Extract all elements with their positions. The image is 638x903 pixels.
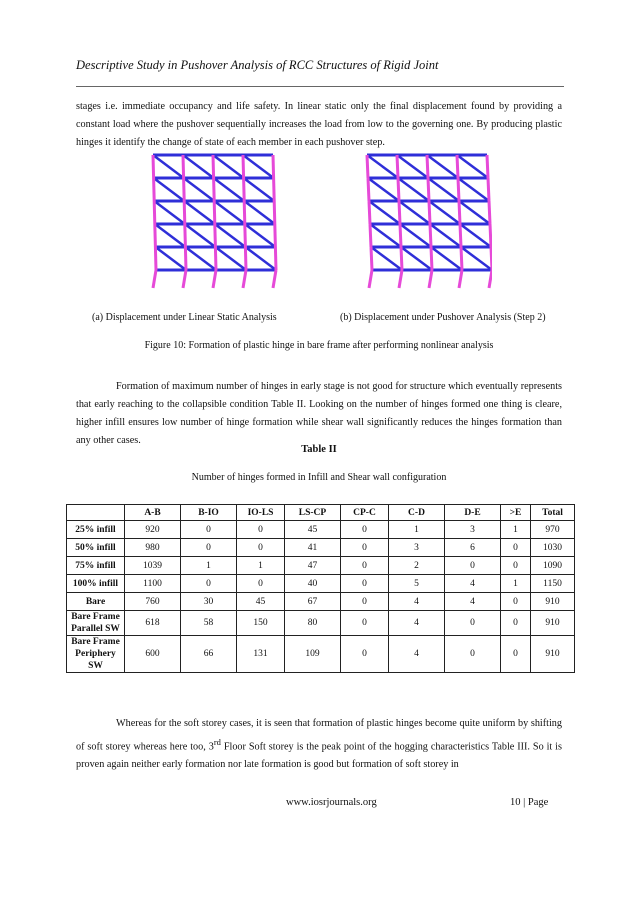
table-cell: 600: [125, 636, 181, 673]
table-cell: 4: [389, 611, 445, 636]
hinge-table: [66, 504, 575, 673]
table-cell: 910: [531, 593, 575, 611]
frame-figure-b: [362, 150, 492, 300]
para3-text-before: Whereas for the soft storey cases, it is seen that formation of plastic hinges become quite uniform by shifting of soft storey whereas here too, 3: [76, 718, 562, 753]
frame-column: [427, 155, 428, 178]
table-header-cell: C-D: [389, 505, 445, 521]
frame-brace: [400, 224, 431, 247]
table-cell: 980: [125, 539, 181, 557]
frame-column: [491, 247, 492, 270]
table-cell: 0: [341, 611, 389, 636]
frame-column-base: [213, 270, 216, 288]
table-header-blank: [67, 505, 125, 521]
table-cell: 0: [501, 636, 531, 673]
frame-column: [245, 247, 246, 270]
frame-column: [400, 224, 401, 247]
figure-caption: Figure 10: Formation of plastic hinge in bare frame after performing nonlinear analysis: [144, 340, 494, 351]
table-cell: 970: [531, 521, 575, 539]
table-cell: 910: [531, 636, 575, 673]
table-row: [67, 575, 575, 593]
frame-brace: [398, 178, 429, 201]
frame-brace: [214, 201, 245, 224]
frame-column: [244, 201, 245, 224]
table-cell: 150: [237, 611, 285, 636]
table-cell: 0: [341, 593, 389, 611]
table-cell: 58: [181, 611, 237, 636]
frame-column: [460, 224, 461, 247]
table-cell: 0: [501, 611, 531, 636]
table-header-cell: CP-C: [341, 505, 389, 521]
table-row: [67, 611, 575, 636]
table-header-row: [67, 505, 575, 521]
table-row: [67, 593, 575, 611]
table-row: [67, 636, 575, 673]
table-cell: 131: [237, 636, 285, 673]
table-cell: 3: [389, 539, 445, 557]
table-caption: Number of hinges formed in Infill and Shear wall configuration: [191, 472, 447, 483]
table-cell: 2: [389, 557, 445, 575]
frame-column-base: [153, 270, 156, 288]
frame-brace: [367, 155, 398, 178]
table-cell: 760: [125, 593, 181, 611]
table-cell: 0: [501, 539, 531, 557]
frame-column: [274, 201, 275, 224]
frame-figure-a: [148, 150, 278, 300]
table-cell: 0: [181, 539, 237, 557]
frame-column: [215, 247, 216, 270]
table-row: [67, 557, 575, 575]
frame-brace: [457, 155, 488, 178]
frame-brace: [245, 247, 276, 270]
frame-brace: [370, 224, 401, 247]
frame-brace: [429, 201, 460, 224]
table-cell: 0: [501, 593, 531, 611]
frame-brace: [245, 224, 276, 247]
frame-column: [154, 178, 155, 201]
table-cell: 30: [181, 593, 237, 611]
frame-column: [370, 224, 371, 247]
table-header-cell: B-IO: [181, 505, 237, 521]
frame-brace: [154, 201, 185, 224]
table-cell: 0: [445, 636, 501, 673]
frame-column: [155, 224, 156, 247]
table-row: [67, 521, 575, 539]
frame-brace: [397, 155, 428, 178]
frame-column: [431, 247, 432, 270]
frame-column: [214, 178, 215, 201]
frame-column: [461, 247, 462, 270]
table-header-cell: A-B: [125, 505, 181, 521]
frame-brace: [214, 178, 245, 201]
paragraph-3: [76, 715, 562, 774]
table-cell: 910: [531, 611, 575, 636]
row-label: 50% infill: [67, 539, 125, 557]
table-header-cell: LS-CP: [285, 505, 341, 521]
frame-column: [214, 201, 215, 224]
table-cell: 1: [389, 521, 445, 539]
frame-brace: [459, 201, 490, 224]
frame-column: [369, 201, 370, 224]
table-cell: 4: [389, 593, 445, 611]
frame-column: [367, 155, 368, 178]
footer-page: 10 | Page: [510, 797, 549, 808]
frame-brace: [154, 178, 185, 201]
table-cell: 1090: [531, 557, 575, 575]
frame-column: [243, 155, 244, 178]
row-label: Bare Frame Periphery SW: [67, 636, 125, 673]
row-label: Bare Frame Parallel SW: [67, 611, 125, 636]
table-cell: 4: [445, 593, 501, 611]
frame-column: [430, 224, 431, 247]
table-cell: 3: [445, 521, 501, 539]
table-cell: 1100: [125, 575, 181, 593]
table-cell: 45: [285, 521, 341, 539]
frame-brace: [430, 224, 461, 247]
frame-brace: [401, 247, 432, 270]
frame-column: [185, 224, 186, 247]
table-cell: 45: [237, 593, 285, 611]
frame-column: [398, 178, 399, 201]
frame-brace: [368, 178, 399, 201]
table-cell: 0: [181, 521, 237, 539]
frame-brace: [427, 155, 458, 178]
table-cell: 618: [125, 611, 181, 636]
table-cell: 0: [501, 557, 531, 575]
table-cell: 1150: [531, 575, 575, 593]
table-header-cell: IO-LS: [237, 505, 285, 521]
table-cell: 1: [181, 557, 237, 575]
table-cell: 0: [237, 521, 285, 539]
frame-brace: [399, 201, 430, 224]
frame-column: [458, 178, 459, 201]
frame-column: [488, 178, 489, 201]
table-header-cell: Total: [531, 505, 575, 521]
frame-column: [245, 224, 246, 247]
frame-column: [401, 247, 402, 270]
frame-brace: [155, 247, 186, 270]
table-cell: 5: [389, 575, 445, 593]
frame-brace: [428, 178, 459, 201]
table-cell: 6: [445, 539, 501, 557]
frame-brace: [461, 247, 492, 270]
frame-column: [184, 201, 185, 224]
frame-column: [457, 155, 458, 178]
table-cell: 0: [445, 557, 501, 575]
frame-column: [274, 178, 275, 201]
frame-column: [429, 201, 430, 224]
frame-column: [368, 178, 369, 201]
table-cell: 0: [237, 539, 285, 557]
table-cell: 67: [285, 593, 341, 611]
frame-column-base: [459, 270, 462, 288]
table-cell: 109: [285, 636, 341, 673]
frame-brace: [431, 247, 462, 270]
table-cell: 47: [285, 557, 341, 575]
table-cell: 0: [445, 611, 501, 636]
frame-column: [371, 247, 372, 270]
table-header-cell: D-E: [445, 505, 501, 521]
frame-column-base: [243, 270, 246, 288]
table-cell: 1: [501, 575, 531, 593]
frame-column: [397, 155, 398, 178]
frame-column-base: [273, 270, 276, 288]
frame-column: [155, 247, 156, 270]
frame-column: [213, 155, 214, 178]
table-cell: 4: [445, 575, 501, 593]
paragraph-1: stages i.e. immediate occupancy and life safety. In linear static only the final displacement found by providing a constant load where the pushover sequentially increases the load from low to the governing one. By producing plastic hinges it identify the change of state of each member in each pushover step.: [76, 101, 562, 148]
table-cell: 0: [341, 521, 389, 539]
row-label: 75% infill: [67, 557, 125, 575]
frame-column: [184, 178, 185, 201]
frame-column: [273, 155, 274, 178]
subcaption-a: (a) Displacement under Linear Static Analysis: [92, 312, 277, 323]
subcaption-b: (b) Displacement under Pushover Analysis (Step 2): [340, 312, 546, 323]
table-cell: 0: [341, 636, 389, 673]
frame-column-base: [183, 270, 186, 288]
frame-column: [153, 155, 154, 178]
frame-brace: [155, 224, 186, 247]
row-label: 25% infill: [67, 521, 125, 539]
paragraph-2: Formation of maximum number of hinges in early stage is not good for structure which eventually represents that early reaching to the collapsible condition Table II. Looking on the number of hinges formed one thing is cleare, higher infill ensures low number of hinge formation while shear wall significantly reduces the hinges formation than any other cases.: [76, 381, 562, 446]
frame-brace: [213, 155, 244, 178]
frame-brace: [184, 178, 215, 201]
frame-column-base: [429, 270, 432, 288]
frame-column: [487, 155, 488, 178]
frame-brace: [185, 247, 216, 270]
frame-column: [428, 178, 429, 201]
frame-column: [489, 201, 490, 224]
frame-brace: [243, 155, 274, 178]
frame-brace: [458, 178, 489, 201]
frame-column: [490, 224, 491, 247]
frame-column-base: [399, 270, 402, 288]
header-rule: [76, 86, 564, 87]
frame-column: [459, 201, 460, 224]
frame-column: [183, 155, 184, 178]
table-cell: 4: [389, 636, 445, 673]
frame-brace: [244, 178, 275, 201]
frame-brace: [244, 201, 275, 224]
para3-text-after: Floor Soft storey is the peak point of the hogging characteristics Table III. So it is proven again neither early formation nor late formation is good but formation of soft storey in: [76, 741, 562, 771]
frame-brace: [153, 155, 184, 178]
table-cell: 920: [125, 521, 181, 539]
table-cell: 1: [501, 521, 531, 539]
table-cell: 0: [341, 557, 389, 575]
row-label: 100% infill: [67, 575, 125, 593]
table-cell: 1030: [531, 539, 575, 557]
frame-column: [399, 201, 400, 224]
table-cell: 80: [285, 611, 341, 636]
row-label: Bare: [67, 593, 125, 611]
frame-column: [275, 247, 276, 270]
table-row: [67, 539, 575, 557]
para3-superscript: rd: [213, 737, 221, 747]
table-cell: 0: [237, 575, 285, 593]
table-title: Table II: [301, 444, 337, 455]
table-cell: 1: [237, 557, 285, 575]
frame-brace: [215, 247, 246, 270]
frame-brace: [371, 247, 402, 270]
table-cell: 66: [181, 636, 237, 673]
frame-brace: [183, 155, 214, 178]
frame-brace: [460, 224, 491, 247]
frame-brace: [215, 224, 246, 247]
frame-column: [185, 247, 186, 270]
frame-brace: [369, 201, 400, 224]
table-cell: 1039: [125, 557, 181, 575]
table-cell: 40: [285, 575, 341, 593]
frame-column: [244, 178, 245, 201]
running-header: Descriptive Study in Pushover Analysis of RCC Structures of Rigid Joint: [76, 58, 439, 72]
frame-column: [275, 224, 276, 247]
table-cell: 0: [341, 539, 389, 557]
frame-brace: [184, 201, 215, 224]
table-cell: 41: [285, 539, 341, 557]
table-header-cell: >E: [501, 505, 531, 521]
frame-column: [154, 201, 155, 224]
footer-url[interactable]: www.iosrjournals.org: [286, 797, 377, 808]
frame-column: [215, 224, 216, 247]
table-cell: 0: [181, 575, 237, 593]
frame-column-base: [489, 270, 492, 288]
frame-brace: [185, 224, 216, 247]
table-cell: 0: [341, 575, 389, 593]
frame-column-base: [369, 270, 372, 288]
